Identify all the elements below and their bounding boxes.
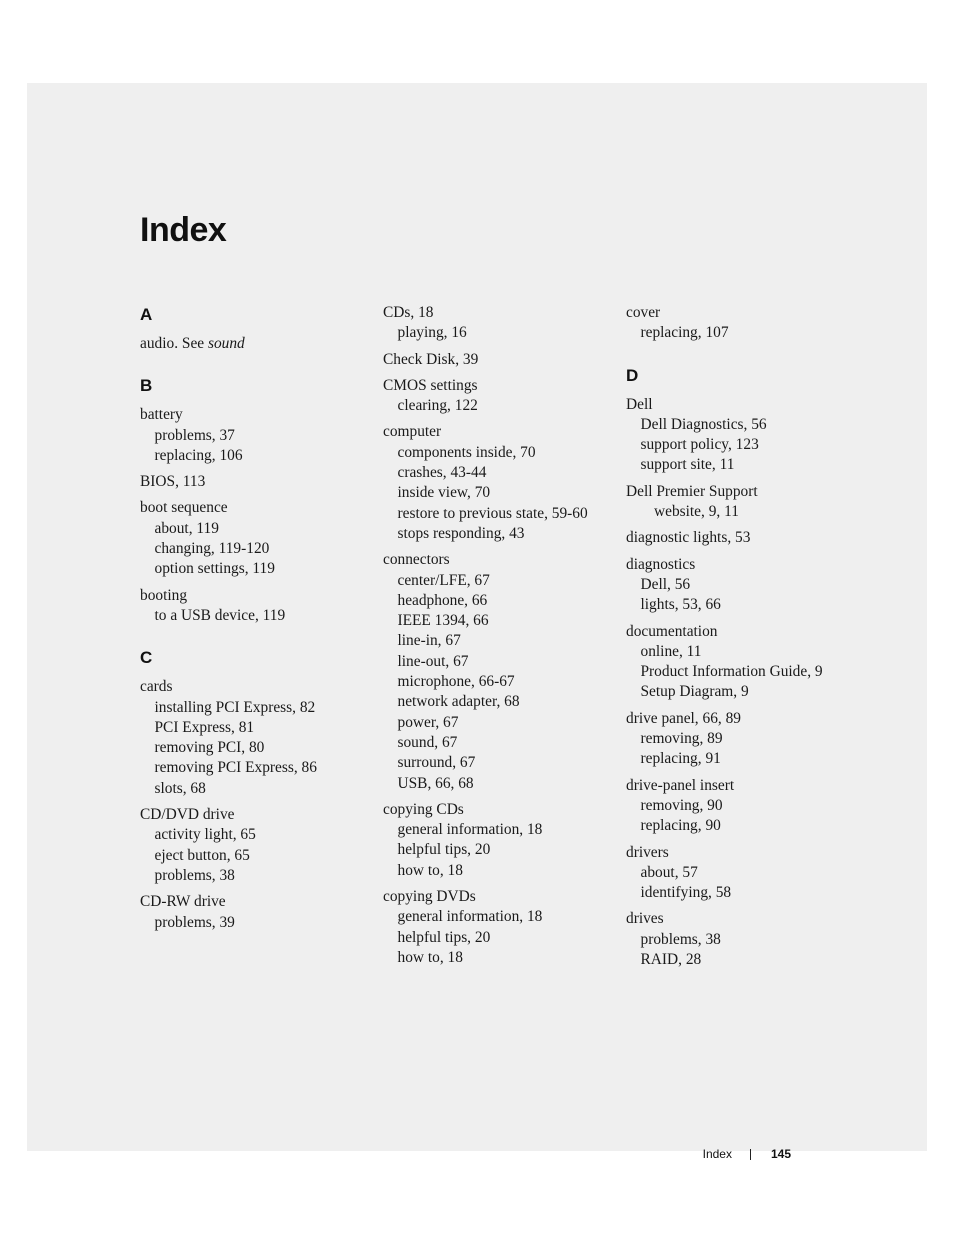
subentry: microphone, 66-67 — [397, 673, 515, 691]
subentry: problems, 38 — [640, 930, 721, 948]
page-number: 145 — [770, 1147, 791, 1161]
index-entry — [626, 709, 851, 770]
subentry: replacing, 106 — [154, 446, 243, 464]
subentry: lights, 53, 66 — [640, 596, 721, 614]
subentry: removing, 89 — [640, 730, 723, 748]
index-entry — [383, 350, 608, 370]
subentry: general information, 18 — [397, 821, 543, 839]
entry-term-text: diagnostic lights, 53 — [626, 529, 751, 547]
entry-term — [140, 586, 365, 606]
entry-term — [383, 887, 608, 907]
subentry: playing, 16 — [397, 324, 467, 342]
entry-term — [626, 776, 851, 796]
entry-term-text: audio. See — [140, 335, 208, 352]
entry-term-text: CDs, 18 — [383, 304, 434, 321]
index-entry — [140, 334, 365, 354]
subentry: RAID, 28 — [640, 951, 702, 969]
subentry: helpful tips, 20 — [397, 928, 491, 946]
entry-term-text: drive panel, 66, 89 — [626, 709, 741, 727]
entry-term — [140, 334, 365, 354]
entry-term-text: drive-panel insert — [626, 776, 735, 794]
entry-term-text: BIOS, 113 — [140, 473, 206, 491]
entry-term — [626, 482, 851, 502]
index-column-3 — [626, 303, 851, 976]
entry-term — [140, 498, 365, 518]
subentry: general information, 18 — [397, 908, 543, 926]
entry-term — [626, 303, 851, 323]
index-entry — [140, 892, 365, 933]
subentry: eject button, 65 — [154, 846, 250, 864]
entry-term-text: computer — [383, 423, 442, 441]
entry-term-text: copying DVDs — [383, 888, 476, 906]
entry-term-text: battery — [140, 406, 183, 424]
subentry: inside view, 70 — [397, 484, 491, 502]
index-section — [626, 366, 851, 971]
entry-term — [140, 892, 365, 912]
entry-term — [626, 909, 851, 929]
subentry: Product Information Guide, 9 — [640, 663, 823, 681]
footer-label: Index — [702, 1147, 732, 1161]
entry-term-text: copying CDs — [383, 800, 464, 818]
entry-term-text: boot sequence — [140, 499, 228, 517]
footer-separator — [750, 1149, 751, 1160]
entry-continuation: website, 9, 11 — [654, 503, 739, 521]
subentry: support site, 11 — [640, 456, 735, 474]
entry-term-text: cards — [140, 678, 173, 696]
subentry: removing PCI, 80 — [154, 739, 265, 757]
entry-term — [626, 622, 851, 642]
index-entry — [383, 422, 608, 544]
subentry: to a USB device, 119 — [154, 606, 286, 624]
subentry: center/LFE, 67 — [397, 571, 490, 589]
subentry: clearing, 122 — [397, 397, 478, 415]
index-section — [626, 303, 851, 344]
see-reference: sound — [207, 335, 245, 352]
subentry: installing PCI Express, 82 — [154, 698, 316, 716]
subentry: restore to previous state, 59-60 — [397, 504, 588, 522]
entry-term — [626, 843, 851, 863]
index-entry — [626, 843, 851, 904]
entry-term-text: cover — [626, 304, 661, 321]
entry-term-text: booting — [140, 586, 188, 604]
index-entry — [383, 303, 608, 344]
subentry: how to, 18 — [397, 861, 463, 879]
subentry: crashes, 43-44 — [397, 464, 487, 482]
entry-term — [383, 350, 608, 370]
subentry: slots, 68 — [154, 779, 206, 797]
entry-term-text: drives — [626, 910, 664, 928]
entry-term-text: connectors — [383, 551, 450, 569]
entry-term — [626, 528, 851, 548]
index-entry — [626, 482, 851, 523]
entry-term-text: CD-RW drive — [140, 893, 226, 911]
page-footer — [703, 1146, 791, 1162]
subentry: option settings, 119 — [154, 560, 275, 578]
subentry: USB, 66, 68 — [397, 774, 474, 792]
section-letter: A — [140, 305, 153, 324]
index-entry — [626, 395, 851, 476]
subentry: online, 11 — [640, 642, 702, 660]
entry-term-text: Dell — [626, 395, 653, 413]
subentry: problems, 38 — [154, 866, 235, 884]
subentry: replacing, 90 — [640, 817, 721, 835]
index-entry — [383, 550, 608, 794]
subentry: about, 119 — [154, 519, 219, 537]
subentry: replacing, 107 — [640, 324, 729, 342]
entry-term — [383, 376, 608, 396]
subentry: headphone, 66 — [397, 591, 488, 609]
entry-term — [140, 805, 365, 825]
section-letter: C — [140, 648, 153, 668]
subentry: replacing, 91 — [640, 750, 721, 768]
entry-term-text: CMOS settings — [383, 376, 478, 394]
index-entry — [626, 555, 851, 616]
entry-term — [383, 422, 608, 442]
entry-term-text: Check Disk, 39 — [383, 350, 479, 368]
subentry: identifying, 58 — [640, 884, 732, 902]
subentry: removing, 90 — [640, 796, 723, 814]
index-entry — [140, 405, 365, 466]
entry-term — [140, 677, 365, 697]
subentry: line-in, 67 — [397, 632, 461, 650]
subentry: network adapter, 68 — [397, 693, 520, 711]
index-entry — [140, 498, 365, 579]
subentry: changing, 119-120 — [154, 540, 270, 558]
subentry: Dell, 56 — [640, 575, 691, 593]
index-entry — [626, 909, 851, 970]
entry-term-text: CD/DVD drive — [140, 806, 235, 824]
entry-term-text: documentation — [626, 622, 718, 640]
index-entry — [140, 805, 365, 886]
subentry: surround, 67 — [397, 754, 476, 772]
index-column-2 — [383, 303, 608, 974]
subentry: removing PCI Express, 86 — [154, 759, 317, 777]
subentry: IEEE 1394, 66 — [397, 612, 489, 630]
subentry: components inside, 70 — [397, 443, 536, 461]
entry-term-text: Dell Premier Support — [626, 482, 758, 500]
entry-term-text: diagnostics — [626, 555, 696, 573]
entry-term — [626, 555, 851, 575]
entry-term — [140, 405, 365, 425]
subentry: problems, 39 — [154, 913, 235, 931]
subentry: line-out, 67 — [397, 652, 469, 670]
index-entry — [626, 776, 851, 837]
index-entry — [383, 376, 608, 417]
index-entry — [140, 472, 365, 492]
index-section — [140, 648, 365, 933]
entry-term — [383, 800, 608, 820]
subentry: power, 67 — [397, 713, 459, 731]
subentry: how to, 18 — [397, 948, 463, 966]
index-section — [140, 376, 365, 626]
entry-term-text: drivers — [626, 843, 669, 861]
index-page — [27, 83, 927, 1161]
index-entry — [626, 303, 851, 344]
section-letter: D — [626, 365, 639, 385]
subentry: sound, 67 — [397, 733, 458, 751]
index-entry — [383, 887, 608, 968]
subentry: support policy, 123 — [640, 436, 759, 454]
subentry: activity light, 65 — [154, 826, 256, 844]
entry-term — [140, 472, 365, 492]
subentry: Dell Diagnostics, 56 — [640, 415, 767, 433]
entry-term — [626, 709, 851, 729]
subentry: helpful tips, 20 — [397, 841, 491, 859]
page-title: Index — [140, 211, 227, 249]
index-section — [383, 303, 608, 968]
index-column-1 — [140, 305, 365, 939]
section-letter: B — [140, 376, 153, 396]
subentry: stops responding, 43 — [397, 524, 525, 542]
index-section — [140, 305, 365, 354]
entry-term — [626, 395, 851, 415]
index-entry — [140, 586, 365, 627]
subentry: PCI Express, 81 — [154, 718, 255, 736]
entry-term — [383, 550, 608, 570]
index-entry — [383, 800, 608, 881]
subentry: problems, 37 — [154, 426, 235, 444]
subentry: about, 57 — [640, 863, 698, 881]
index-entry — [140, 677, 365, 799]
subentry: Setup Diagram, 9 — [640, 683, 749, 701]
index-entry — [626, 528, 851, 548]
index-entry — [626, 622, 851, 703]
entry-term — [383, 303, 608, 323]
